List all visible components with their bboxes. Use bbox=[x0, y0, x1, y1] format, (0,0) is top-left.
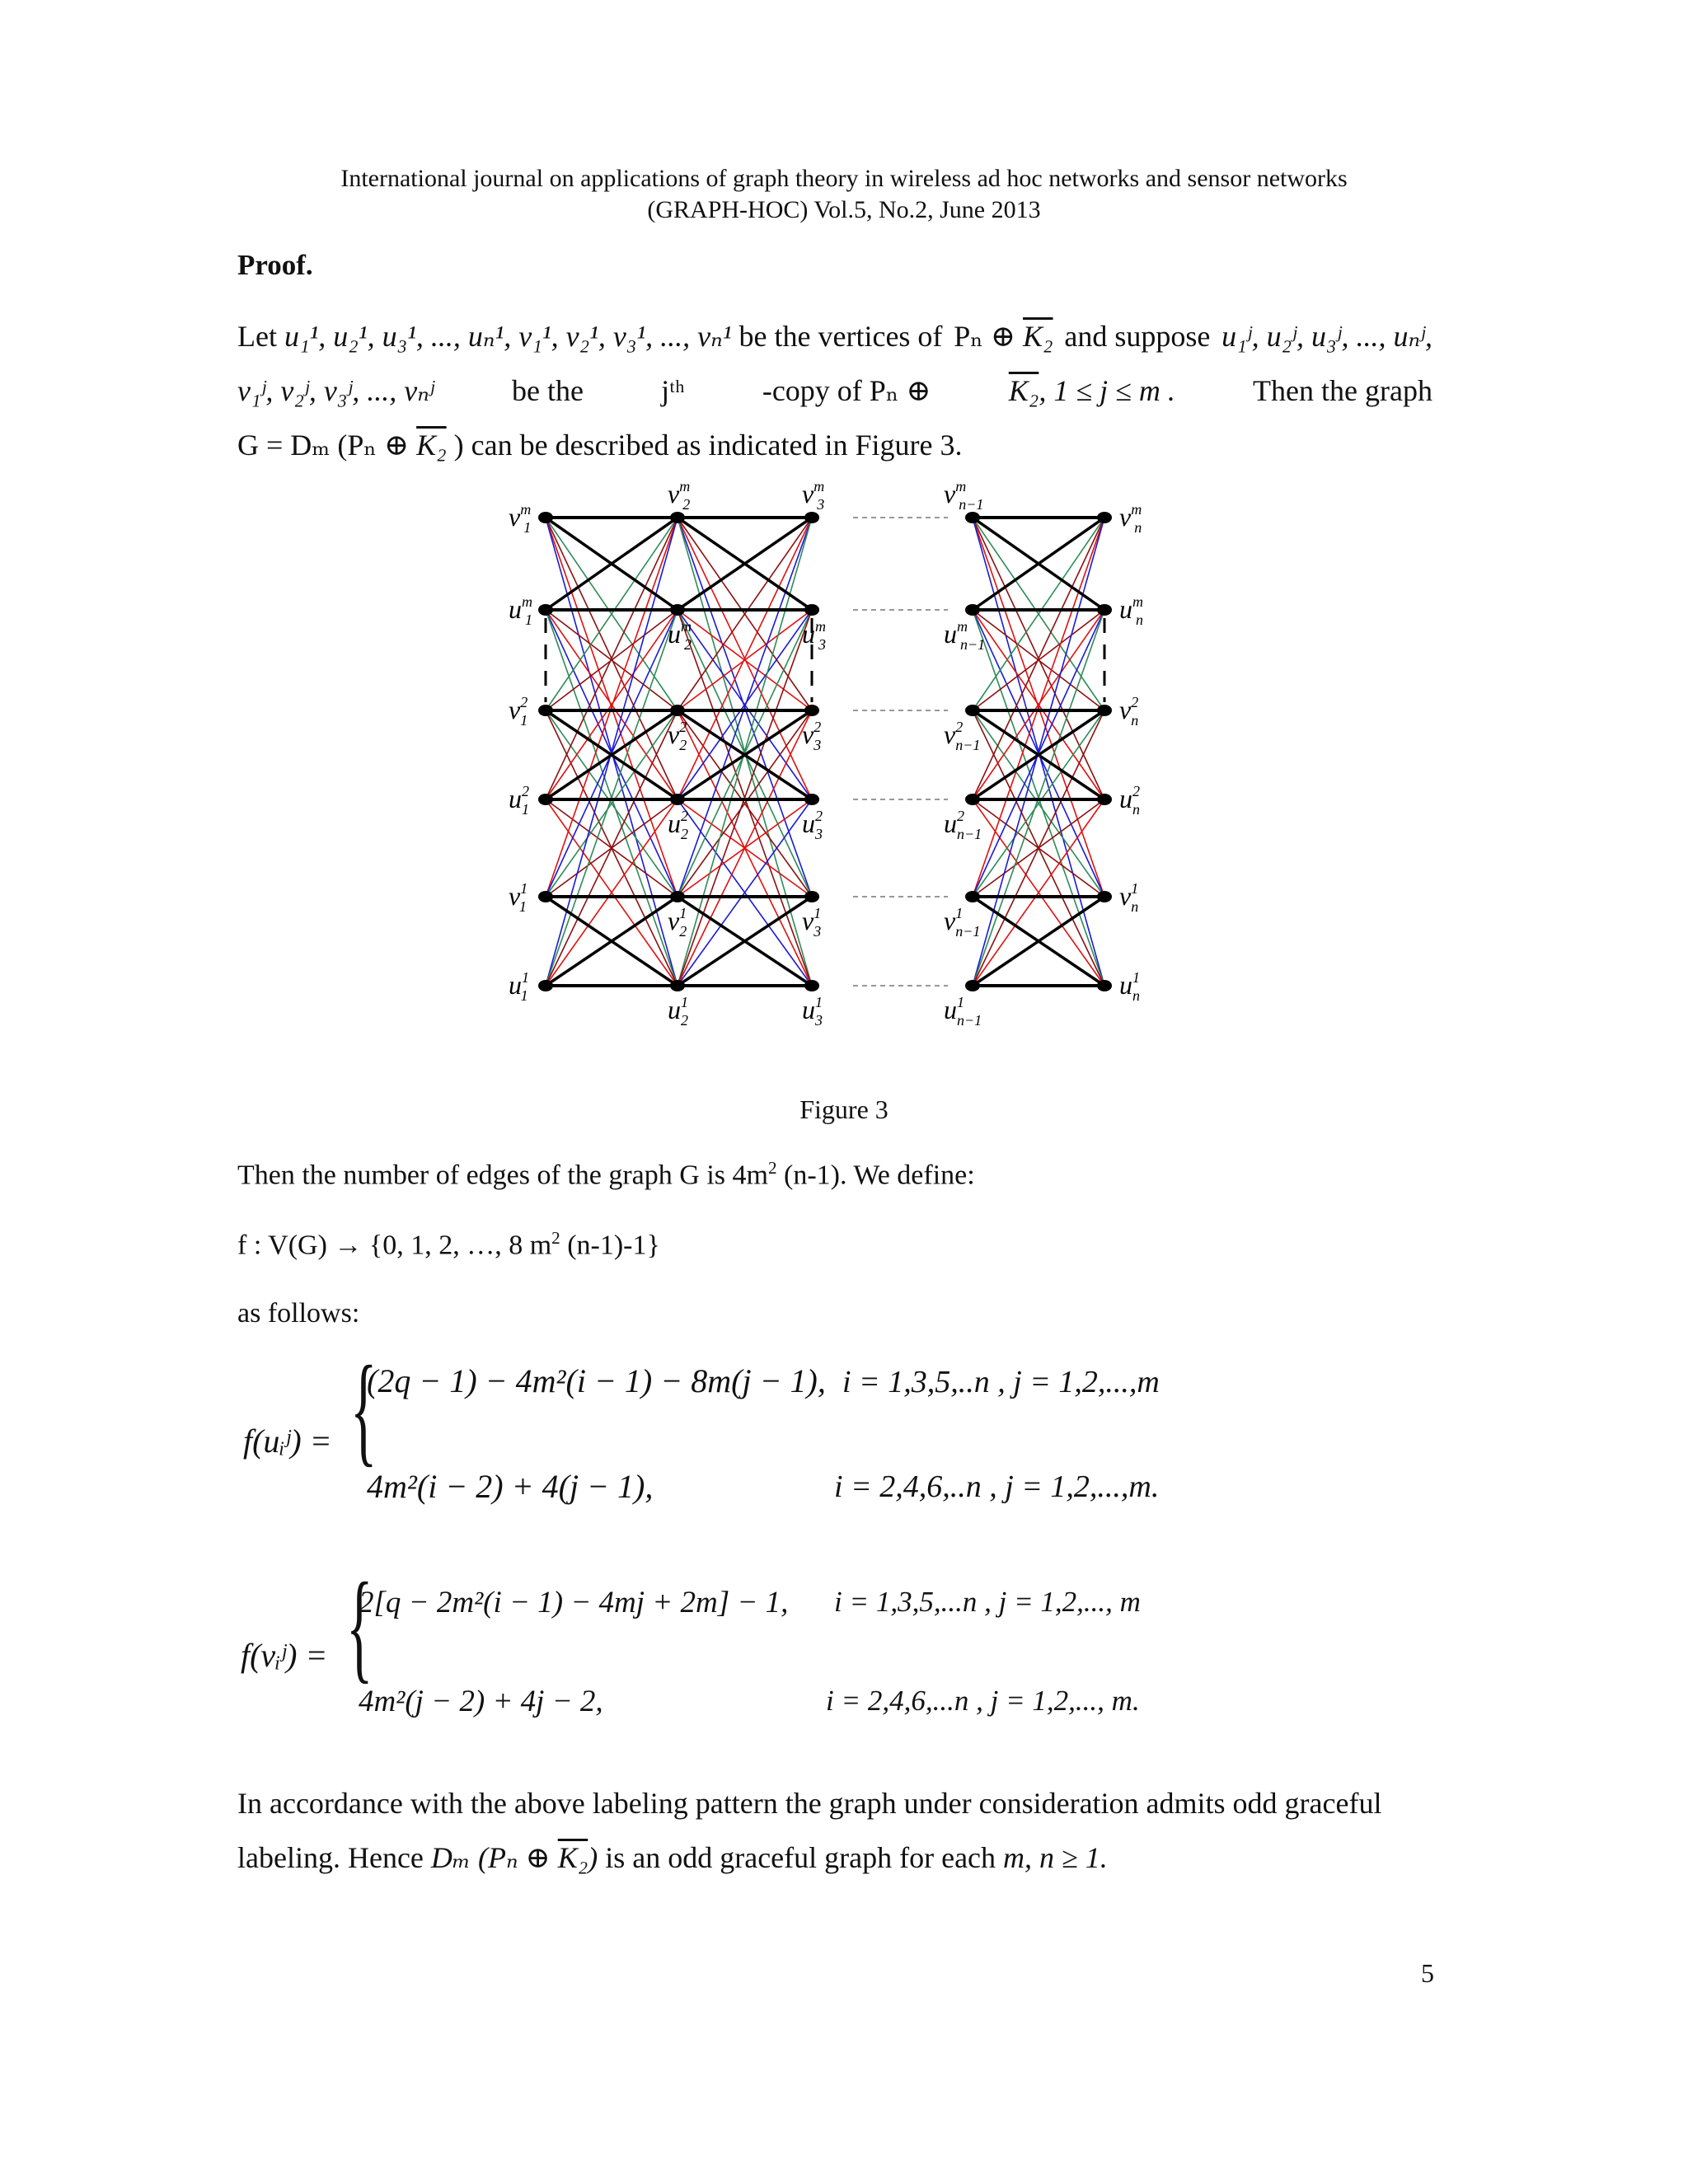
graph-nodes bbox=[538, 512, 1112, 991]
vertex-label: $u^1$ 1 bbox=[509, 969, 528, 1004]
graph-vertex bbox=[804, 512, 819, 523]
intro-and-suppose: and suppose bbox=[1064, 320, 1211, 353]
vertex-label: $v^2$ 2 bbox=[668, 719, 687, 753]
conclusion-d: is an odd graceful graph for each bbox=[598, 1841, 1004, 1874]
vertex-label: $u^1$ 3 bbox=[802, 994, 823, 1029]
vertex-label: $u^2$ n−1 bbox=[944, 808, 982, 842]
intro-k2: K₂ bbox=[1023, 320, 1053, 353]
conclusion-line2 bbox=[237, 1830, 1432, 1885]
vertex-label: $u^m$ n bbox=[1119, 593, 1143, 628]
graph-vertex bbox=[965, 891, 980, 902]
f-v-lhs: f(vᵢʲ) = bbox=[241, 1637, 328, 1674]
conclusion-line1: In accordance with the above labeling pattern the graph under consideration admits odd graceful bbox=[237, 1787, 1382, 1820]
vertex-label: $u^m$ 2 bbox=[668, 618, 692, 653]
vertex-label: $u^2$ 2 bbox=[668, 808, 688, 842]
graph-vertex bbox=[538, 512, 553, 523]
vertex-list-u: u₁¹, u₂¹, u₃¹, ..., uₙ¹, bbox=[284, 320, 519, 353]
edges-sup: 2 bbox=[767, 1158, 777, 1178]
vertex-label: $v^2$ 1 bbox=[509, 694, 528, 729]
vertex-label: $u^m$ n−1 bbox=[944, 618, 986, 653]
f-u-cond2: i = 2,4,6,..n , j = 1,2,...,m. bbox=[834, 1469, 1160, 1504]
vertex-label: $v^1$ 2 bbox=[668, 905, 687, 940]
edges-prefix: Then the number of edges of the graph G is 4m bbox=[237, 1160, 768, 1191]
graph-vertex bbox=[1097, 705, 1112, 716]
graph-vertex bbox=[538, 794, 553, 805]
graph-vertex bbox=[538, 705, 553, 716]
conclusion-a: labeling. Hence bbox=[237, 1841, 431, 1874]
figure-3-graph bbox=[462, 470, 1203, 1063]
copy-list-v: v₁ʲ, v₂ʲ, v₃ʲ, ..., vₙʲ bbox=[237, 374, 434, 407]
figure-caption: Figure 3 bbox=[799, 1094, 889, 1124]
intro-range: , 1 ≤ j ≤ m . bbox=[1039, 374, 1175, 407]
intro-line2 bbox=[237, 363, 1432, 418]
conclusion-paragraph bbox=[237, 1776, 1432, 1885]
intro-pn: Pₙ ⊕ bbox=[954, 320, 1015, 353]
graph-vertex bbox=[670, 705, 685, 716]
graph-vertex bbox=[965, 980, 980, 991]
define-sup: 2 bbox=[551, 1228, 560, 1248]
graph-vertex bbox=[804, 794, 819, 805]
f-v-case1: 2[q − 2m²(i − 1) − 4mj + 2m] − 1, bbox=[359, 1586, 789, 1619]
vertex-label: $v^m$ n bbox=[1119, 501, 1142, 536]
copy-list-u: u₁ʲ, u₂ʲ, u₃ʲ, ..., uₙʲ, bbox=[1221, 320, 1432, 353]
edges-suffix: (n-1). We define: bbox=[776, 1160, 975, 1191]
graph-vertex bbox=[1097, 980, 1112, 991]
intro-line1 bbox=[237, 309, 1432, 363]
conclusion-c: ) bbox=[588, 1841, 598, 1874]
vertex-label: $u^2$ 1 bbox=[509, 783, 529, 818]
graph-vertex bbox=[965, 705, 980, 716]
vertex-label: $v^2$ n bbox=[1119, 694, 1139, 729]
graph-vertex bbox=[965, 512, 980, 523]
vertex-label: $u^2$ 3 bbox=[802, 808, 823, 842]
f-u-case1: (2q − 1) − 4m²(i − 1) − 8m(j − 1), bbox=[367, 1362, 826, 1399]
graph-edges bbox=[546, 518, 1104, 986]
intro-copy-of: -copy of Pₙ ⊕ bbox=[762, 374, 931, 407]
intro-paragraph bbox=[237, 309, 1432, 472]
graph-vertex bbox=[804, 604, 819, 616]
vertex-label: $u^2$ n bbox=[1119, 783, 1140, 818]
page-number: 5 bbox=[1421, 1958, 1434, 1988]
vertex-label: $u^1$ n−1 bbox=[944, 994, 982, 1029]
intro-be-vertices: be the vertices of bbox=[738, 320, 943, 353]
graph-vertex bbox=[804, 705, 819, 716]
graph-vertex bbox=[670, 980, 685, 991]
vertex-label: $u^m$ 3 bbox=[802, 618, 826, 653]
intro-g-def: G = Dₘ (Pₙ ⊕ bbox=[237, 429, 410, 462]
intro-be-the: be the bbox=[511, 374, 584, 407]
intro-k2-2: K₂ bbox=[1008, 374, 1039, 407]
graph-vertex bbox=[538, 891, 553, 902]
graph-vertex bbox=[804, 891, 819, 902]
conclusion-b: Dₘ (Pₙ ⊕ bbox=[430, 1841, 551, 1874]
edges-count-text bbox=[237, 1158, 975, 1191]
vertex-label: $v^1$ 3 bbox=[802, 905, 822, 940]
intro-jth: jᵗʰ bbox=[661, 374, 685, 407]
intro-let: Let bbox=[237, 320, 277, 353]
intro-line3 bbox=[237, 418, 1432, 472]
intro-k2-3: K₂ bbox=[416, 429, 447, 462]
vertex-label: $v^1$ n bbox=[1119, 880, 1139, 915]
f-v-case2: 4m²(j − 2) + 4j − 2, bbox=[359, 1685, 603, 1718]
graph-vertex bbox=[538, 604, 553, 616]
f-v-cond2: i = 2,4,6,...n , j = 1,2,..., m. bbox=[826, 1685, 1140, 1717]
intro-then-graph: Then the graph bbox=[1253, 374, 1432, 407]
vertex-label: $v^m$ 1 bbox=[509, 501, 532, 536]
vertex-label: $u^1$ 2 bbox=[668, 994, 688, 1029]
vertex-label: $v^m$ 2 bbox=[668, 478, 691, 513]
f-v-brace: { bbox=[346, 1558, 373, 1694]
define-map: f : V(G) → {0, 1, 2, …, 8 m bbox=[237, 1230, 552, 1261]
graph-vertex bbox=[1097, 794, 1112, 805]
intro-described: ) can be described as indicated in Figure 3. bbox=[453, 429, 963, 462]
graph-vertex bbox=[965, 604, 980, 616]
journal-header-line1: International journal on applications of graph theory in wireless ad hoc networks and sensor networks bbox=[340, 165, 1348, 192]
f-u-lhs: f(uᵢʲ) = bbox=[243, 1422, 332, 1460]
f-u-brace: { bbox=[350, 1341, 377, 1478]
f-u-case2: 4m²(i − 2) + 4(j − 1), bbox=[367, 1468, 654, 1505]
conclusion-k2: K₂ bbox=[557, 1841, 588, 1874]
vertex-label: $v^1$ 1 bbox=[509, 880, 527, 915]
journal-header-line2: (GRAPH-HOC) Vol.5, No.2, June 2013 bbox=[647, 196, 1041, 223]
vertex-list-v: v₁¹, v₂¹, v₃¹, ..., vₙ¹ bbox=[518, 320, 732, 353]
vertex-label: $u^1$ n bbox=[1119, 969, 1140, 1004]
graph-vertex bbox=[965, 794, 980, 805]
vertex-label: $v^m$ 3 bbox=[802, 478, 825, 513]
graph-vertex bbox=[1097, 891, 1112, 902]
graph-vertex bbox=[670, 604, 685, 616]
f-v-cond1: i = 1,3,5,...n , j = 1,2,..., m bbox=[834, 1586, 1141, 1618]
graph-vertex bbox=[1097, 512, 1112, 523]
vertex-label: $v^2$ n−1 bbox=[944, 719, 981, 753]
vertex-label: $v^1$ n−1 bbox=[944, 905, 981, 940]
graph-vertex bbox=[670, 891, 685, 902]
graph-vertex bbox=[670, 794, 685, 805]
conclusion-e: m, n ≥ 1. bbox=[1003, 1841, 1108, 1874]
proof-heading: Proof. bbox=[237, 249, 313, 281]
f-u-cond1: i = 1,3,5,..n , j = 1,2,...,m bbox=[842, 1365, 1160, 1399]
vertex-label: $u^m$ 1 bbox=[509, 593, 532, 628]
define-map-text bbox=[237, 1228, 660, 1261]
graph-vertex bbox=[538, 980, 553, 991]
graph-vertex bbox=[1097, 604, 1112, 616]
as-follows-text: as follows: bbox=[237, 1298, 360, 1329]
graph-vertex bbox=[804, 980, 819, 991]
define-map-end: (n-1)-1} bbox=[560, 1230, 660, 1261]
graph-vertex bbox=[670, 512, 685, 523]
vertex-label: $v^2$ 3 bbox=[802, 719, 822, 753]
vertex-label: $v^m$ n−1 bbox=[944, 478, 984, 513]
